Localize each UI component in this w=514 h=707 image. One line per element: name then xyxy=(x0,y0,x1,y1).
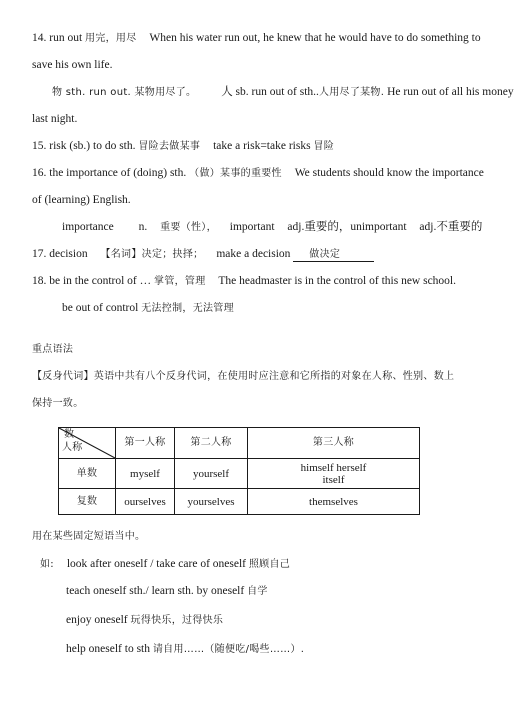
table-header-row xyxy=(59,428,420,459)
cell-plural-first: ourselves xyxy=(116,489,175,515)
vocab-14-line-4: last night. xyxy=(32,113,78,125)
row-label-singular: 单数 xyxy=(59,459,116,489)
vocab-18-line-2: be out of control 无法控制，无法管理 xyxy=(62,302,234,314)
vocab-14-line-2: save his own life. xyxy=(32,59,113,71)
header-first-person: 第一人称 xyxy=(116,428,175,459)
vocab-16-line-1: 16. the importance of (doing) sth. （做）某事的重要性 We students should know the importance xyxy=(32,167,484,179)
cell-plural-second: yourselves xyxy=(175,489,248,515)
phrase-2: teach oneself sth./ learn sth. by oneself 自学 xyxy=(66,585,268,597)
phrases-intro: 用在某些固定短语当中。 xyxy=(32,531,146,542)
vocab-item-17: 17. decision 【名词】决定；抉择； make a decision 做决定 xyxy=(32,247,374,262)
grammar-intro-line-2: 保持一致。 xyxy=(32,398,84,409)
vocab-18-line-1: 18. be in the control of … 掌管，管理 The headmaster is in the control of this new school. xyxy=(32,275,456,287)
grammar-intro-line-1: 【反身代词】英语中共有八个反身代词，在使用时应注意和它所指的对象在人称、性别、数上 xyxy=(32,371,455,382)
vocab-14-line-3: 物 sth. run out. 某物用尽了。 人 sb. run out of sth..人用尽了某物. He run out of all his money xyxy=(52,86,514,98)
grammar-heading: 重点语法 xyxy=(32,344,74,355)
header-second-person: 第二人称 xyxy=(175,428,248,459)
table-corner-cell xyxy=(59,428,116,459)
corner-label-number: 数 xyxy=(64,429,75,440)
fill-in-blank: 做决定 xyxy=(293,249,374,262)
header-third-person: 第三人称 xyxy=(248,428,420,459)
phrase-3: enjoy oneself 玩得快乐，过得快乐 xyxy=(66,614,224,626)
reflexive-pronoun-table xyxy=(58,427,420,515)
phrase-1: 如: look after oneself / take care of oneself 照顾自己 xyxy=(40,558,291,570)
row-label-plural: 复数 xyxy=(59,489,116,515)
cell-singular-second: yourself xyxy=(175,459,248,489)
vocab-16-line-3: importance n. 重要（性）， important adj.重要的，unimportant adj.不重要的 xyxy=(62,221,483,233)
vocab-item-15: 15. risk (sb.) to do sth. 冒险去做某事 take a risk=take risks 冒险 xyxy=(32,140,335,152)
phrase-4: help oneself to sth 请自用……（随便吃/喝些……）. xyxy=(66,643,305,655)
table-row xyxy=(59,459,420,489)
cell-plural-third: themselves xyxy=(248,489,420,515)
vocab-14-line-1: 14. run out 用完，用尽 When his water run out, he knew that he would have to do something to xyxy=(32,32,481,44)
cell-singular-third: himself herself itself xyxy=(248,459,420,489)
vocab-16-line-2: of (learning) English. xyxy=(32,194,131,206)
table-row xyxy=(59,489,420,515)
cell-singular-first: myself xyxy=(116,459,175,489)
corner-label-person: 人称 xyxy=(62,442,83,453)
